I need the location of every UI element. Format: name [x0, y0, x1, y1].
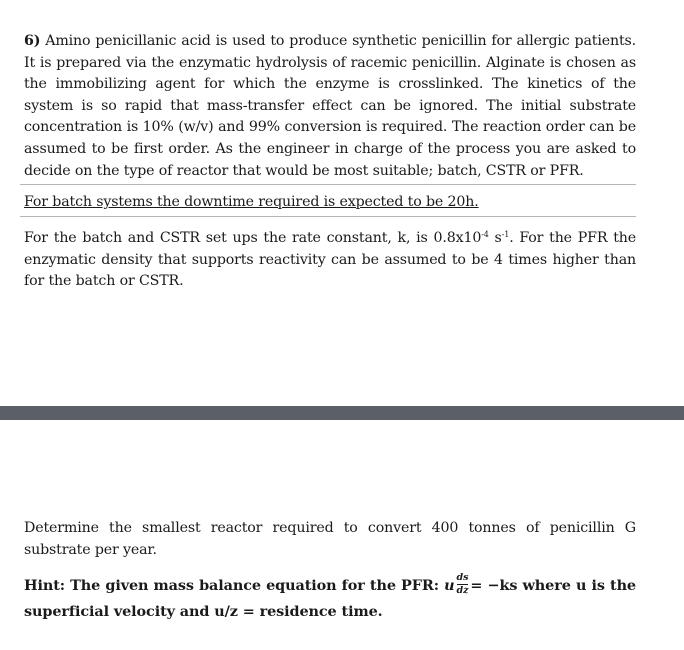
derivative-fraction — [457, 573, 469, 596]
hint-variable-u: u — [444, 577, 455, 594]
fraction-denominator: dz — [456, 584, 469, 596]
problem-statement-text: Amino penicillanic acid is used to produce synthetic penicillin for allergic patients. It is prepared via the enzymatic hydrolysis of racemic penicillin. Alginate is chosen as the immobilizing agent for which the enzyme is crosslinked. The kinetics of the system is so rapid that mass-transfer effect can be ignored. The initial substrate concentration is 10% (w/v) and 99% conversion is required. The reaction order can be assumed to be first order. As the engineer in charge of the process you are asked to decide on the type of reactor that would be most suitable; batch, CSTR or PFR. — [24, 33, 636, 179]
rate-text-2: s — [488, 230, 502, 246]
page-separator — [0, 406, 684, 420]
task-question-text: Determine the smallest reactor required to convert 400 tonnes of penicillin G substrate per year. — [24, 520, 636, 558]
rate-text-3: . For the PFR the enzymatic density that supports reactivity can be assumed to be 4 times higher than for the batch or CSTR. — [24, 230, 636, 290]
rate-exponent-2: -1 — [501, 230, 510, 239]
divider — [20, 216, 636, 217]
hint-rhs: = −ks — [470, 577, 518, 594]
hint-suffix: where u is the superficial velocity and u/z = residence time. — [24, 577, 636, 620]
task-question — [24, 518, 636, 561]
hint — [24, 573, 636, 625]
rate-text-1: For the batch and CSTR set ups the rate constant, k, is 0.8x10 — [24, 230, 482, 246]
divider — [20, 184, 636, 185]
downtime-note — [24, 192, 636, 214]
rate-constant-paragraph — [24, 224, 636, 293]
problem-number: 6) — [24, 33, 41, 49]
hint-prefix: Hint: The given mass balance equation for the PFR: — [24, 577, 445, 594]
rate-exponent-1: -4 — [481, 230, 489, 239]
downtime-note-text: For batch systems the downtime required is expected to be 20h. — [24, 194, 479, 210]
fraction-numerator: ds — [456, 571, 469, 583]
problem-statement — [24, 31, 636, 182]
